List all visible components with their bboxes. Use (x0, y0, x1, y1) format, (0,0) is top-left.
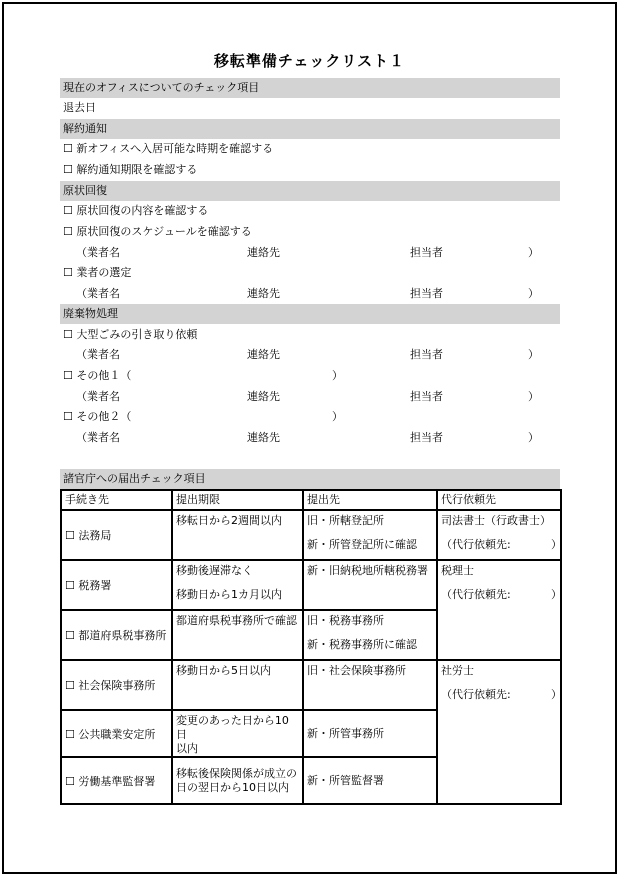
checklist-item[interactable] (60, 201, 560, 221)
vendor-row (60, 284, 560, 304)
taikyo-row (60, 98, 560, 118)
office-label: ☐ 都道府県税事務所 (65, 629, 167, 642)
destination-text: 旧・社会保険事務所 (307, 664, 406, 677)
agent-detail-label: （代行依頼先: (441, 688, 511, 701)
destination-cell (303, 560, 437, 610)
table-row (61, 560, 561, 610)
checklist-item-label: ☐ 業者の選定 (63, 266, 132, 279)
vendor-close-paren: ） (528, 348, 539, 361)
vendor-name-label: （業者名 (76, 246, 120, 259)
column-header: 提出先 (303, 490, 437, 510)
office-cell[interactable] (61, 660, 172, 710)
vendor-row (60, 387, 560, 407)
vendor-contact-label: 連絡先 (247, 431, 280, 444)
office-label: ☐ 労働基準監督署 (65, 774, 156, 788)
checklist-item-label: ☐ その他２（ (63, 410, 132, 423)
destination-cell (303, 660, 437, 710)
checklist-item-label: ☐ 新オフィスへ入居可能な時期を確認する (63, 142, 274, 155)
checklist-item[interactable] (60, 139, 560, 159)
office-cell[interactable] (61, 560, 172, 610)
vendor-close-paren: ） (528, 431, 539, 444)
destination-text: 旧・税務事務所 (307, 614, 384, 627)
deadline-text: 移動日から1カ月以内 (176, 588, 282, 601)
checklist-item-label: ☐ その他１（ (63, 369, 132, 382)
vendor-close-paren: ） (528, 390, 539, 403)
column-header: 手続き先 (61, 490, 172, 510)
checklist-item-label: ☐ 原状回復の内容を確認する (63, 204, 209, 217)
checklist-item[interactable] (60, 160, 560, 180)
section-header-genjo: 原状回復 (60, 181, 560, 201)
close-paren: ） (551, 688, 562, 701)
vendor-name-label: （業者名 (76, 348, 120, 361)
section-header-kaiyaku: 解約通知 (60, 119, 560, 139)
agent-cell (437, 660, 561, 804)
deadline-cell (172, 560, 303, 610)
checklist-item[interactable] (60, 407, 560, 427)
vendor-row (60, 428, 560, 448)
office-label: ☐ 法務局 (65, 529, 112, 542)
checklist-item[interactable] (60, 366, 560, 386)
destination-text: 新・所管登記所に確認 (307, 538, 417, 551)
office-cell[interactable] (61, 610, 172, 660)
close-paren: ） (332, 369, 343, 382)
destination-text: 新・所管事務所 (307, 726, 384, 740)
destination-cell (303, 510, 437, 560)
vendor-contact-label: 連絡先 (247, 287, 280, 300)
vendor-contact-label: 連絡先 (247, 390, 280, 403)
deadline-text: 日の翌日から10日以内 (176, 780, 289, 794)
agent-detail (441, 588, 562, 602)
checklist-item-label: ☐ 原状回復のスケジュールを確認する (63, 225, 252, 238)
section-header-haiki: 廃棄物処理 (60, 304, 560, 324)
office-label: ☐ 社会保険事務所 (65, 679, 156, 692)
vendor-name-label: （業者名 (76, 431, 120, 444)
section-header-filings: 諸官庁への届出チェック項目 (60, 469, 560, 489)
office-cell[interactable] (61, 710, 172, 757)
destination-text: 新・所管監督署 (307, 773, 384, 787)
agent-name: 司法書士（行政書士） (441, 514, 551, 527)
destination-text: 新・旧納税地所轄税務署 (307, 564, 428, 577)
agent-detail (441, 538, 562, 552)
vendor-close-paren: ） (528, 287, 539, 300)
table-row (61, 510, 561, 560)
vendor-person-label: 担当者 (410, 287, 443, 300)
deadline-text: 移動日から5日以内 (176, 664, 271, 677)
checklist-item[interactable] (60, 263, 560, 283)
vendor-name-label: （業者名 (76, 287, 120, 300)
checklist-item-label: ☐ 解約通知期限を確認する (63, 163, 198, 176)
checklist-item[interactable] (60, 222, 560, 242)
vendor-row (60, 345, 560, 365)
vendor-row (60, 243, 560, 263)
vendor-person-label: 担当者 (410, 431, 443, 444)
destination-text: 新・税務事務所に確認 (307, 638, 417, 651)
vendor-close-paren: ） (528, 246, 539, 259)
vendor-person-label: 担当者 (410, 246, 443, 259)
agent-name: 社労士 (441, 664, 474, 677)
destination-cell (303, 610, 437, 660)
agent-cell (437, 560, 561, 660)
destination-text: 旧・所轄登記所 (307, 514, 384, 527)
destination-cell (303, 710, 437, 757)
vendor-person-label: 担当者 (410, 348, 443, 361)
checklist-item[interactable] (60, 325, 560, 345)
deadline-text: 移転後保険関係が成立の (176, 766, 297, 780)
deadline-text: 移動後遅滞なく (176, 564, 253, 577)
vendor-contact-label: 連絡先 (247, 348, 280, 361)
close-paren: ） (332, 410, 343, 423)
agent-cell (437, 510, 561, 560)
taikyo-label: 退去日 (63, 101, 96, 114)
column-header: 代行依頼先 (437, 490, 561, 510)
office-cell[interactable] (61, 510, 172, 560)
deadline-cell (172, 757, 303, 804)
deadline-text: 以内 (176, 742, 198, 755)
deadline-cell (172, 660, 303, 710)
deadline-text: 移転日から2週間以内 (176, 514, 282, 527)
agent-detail-label: （代行依頼先: (441, 538, 511, 551)
table-header-row (61, 490, 561, 510)
agent-detail (441, 688, 562, 702)
filings-table (60, 489, 562, 805)
close-paren: ） (551, 538, 562, 551)
office-label: ☐ 税務署 (65, 579, 112, 592)
agent-detail-label: （代行依頼先: (441, 588, 511, 601)
vendor-name-label: （業者名 (76, 390, 120, 403)
deadline-text: 変更のあった日から10日 (176, 714, 289, 741)
section-header-current-office: 現在のオフィスについてのチェック項目 (60, 78, 560, 98)
checklist-item-label: ☐ 大型ごみの引き取り依頼 (63, 328, 198, 341)
close-paren: ） (551, 588, 562, 601)
destination-cell (303, 757, 437, 804)
deadline-cell (172, 510, 303, 560)
page-title: 移転準備チェックリスト１ (213, 52, 406, 70)
column-header: 提出期限 (172, 490, 303, 510)
agent-name: 税理士 (441, 564, 474, 577)
table-row (61, 660, 561, 710)
deadline-text: 都道府県税事務所で確認 (176, 614, 297, 627)
deadline-cell (172, 610, 303, 660)
deadline-cell (172, 710, 303, 757)
vendor-contact-label: 連絡先 (247, 246, 280, 259)
office-label: ☐ 公共職業安定所 (65, 727, 156, 741)
vendor-person-label: 担当者 (410, 390, 443, 403)
office-cell[interactable] (61, 757, 172, 804)
